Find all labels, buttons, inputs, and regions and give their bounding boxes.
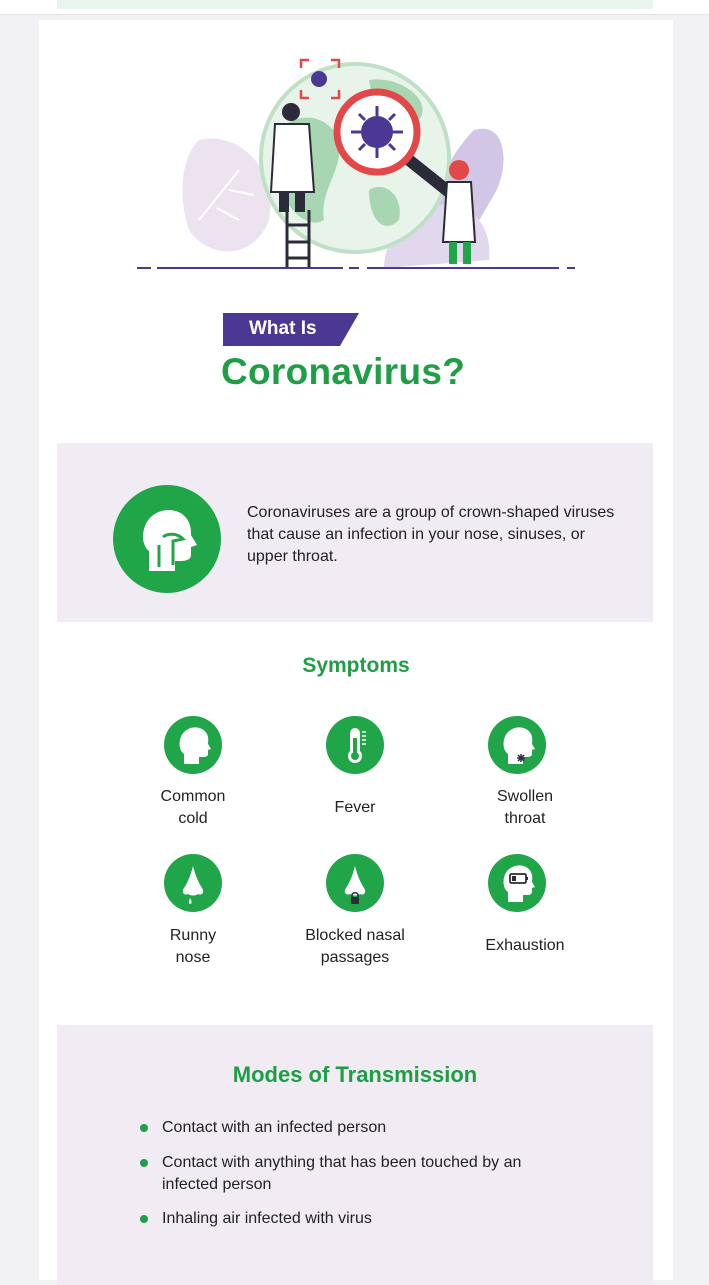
top-strip <box>57 0 653 9</box>
symptom-label: Swollen throat <box>496 788 554 827</box>
list-item <box>140 1152 562 1196</box>
bullet-icon <box>140 1124 148 1132</box>
blocked-nose-icon <box>326 854 384 912</box>
intro-panel <box>57 443 653 622</box>
thermometer-icon <box>326 716 384 774</box>
low-battery-head-icon <box>488 854 546 912</box>
list-item <box>140 1117 592 1139</box>
infographic-page <box>39 20 673 1280</box>
bullet-icon <box>140 1215 148 1223</box>
symptom-label: Common cold <box>160 788 226 827</box>
transmission-title: Modes of Transmission <box>232 1062 478 1087</box>
list-item-text: Inhaling air infected with virus <box>162 1210 372 1227</box>
list-item-text: Contact with anything that has been touched by an infected person <box>162 1154 522 1193</box>
symptoms-title: Symptoms <box>302 654 410 677</box>
symptom-label: Blocked nasal passages <box>305 927 405 966</box>
head-icon <box>164 716 222 774</box>
symptom-label: Fever <box>334 799 376 816</box>
list-item <box>140 1208 592 1230</box>
what-is-text: What Is <box>249 318 317 339</box>
swollen-throat-icon <box>488 716 546 774</box>
scientists-globe-illustration <box>39 20 673 290</box>
page-title: Coronavirus? <box>221 351 466 392</box>
bullet-icon <box>140 1159 148 1167</box>
hero-illustration <box>39 20 673 290</box>
symptom-label: Exhaustion <box>485 937 565 954</box>
runny-nose-icon <box>164 854 222 912</box>
list-item-text: Contact with an infected person <box>162 1119 387 1136</box>
top-bar <box>0 0 709 15</box>
head-profile-icon <box>113 485 221 593</box>
intro-description: Coronaviruses are a group of crown-shaped viruses that cause an infection in your nose, sinuses, or upper throat. <box>247 504 615 565</box>
symptom-label: Runny nose <box>169 927 217 966</box>
transmission-panel <box>57 1025 653 1285</box>
